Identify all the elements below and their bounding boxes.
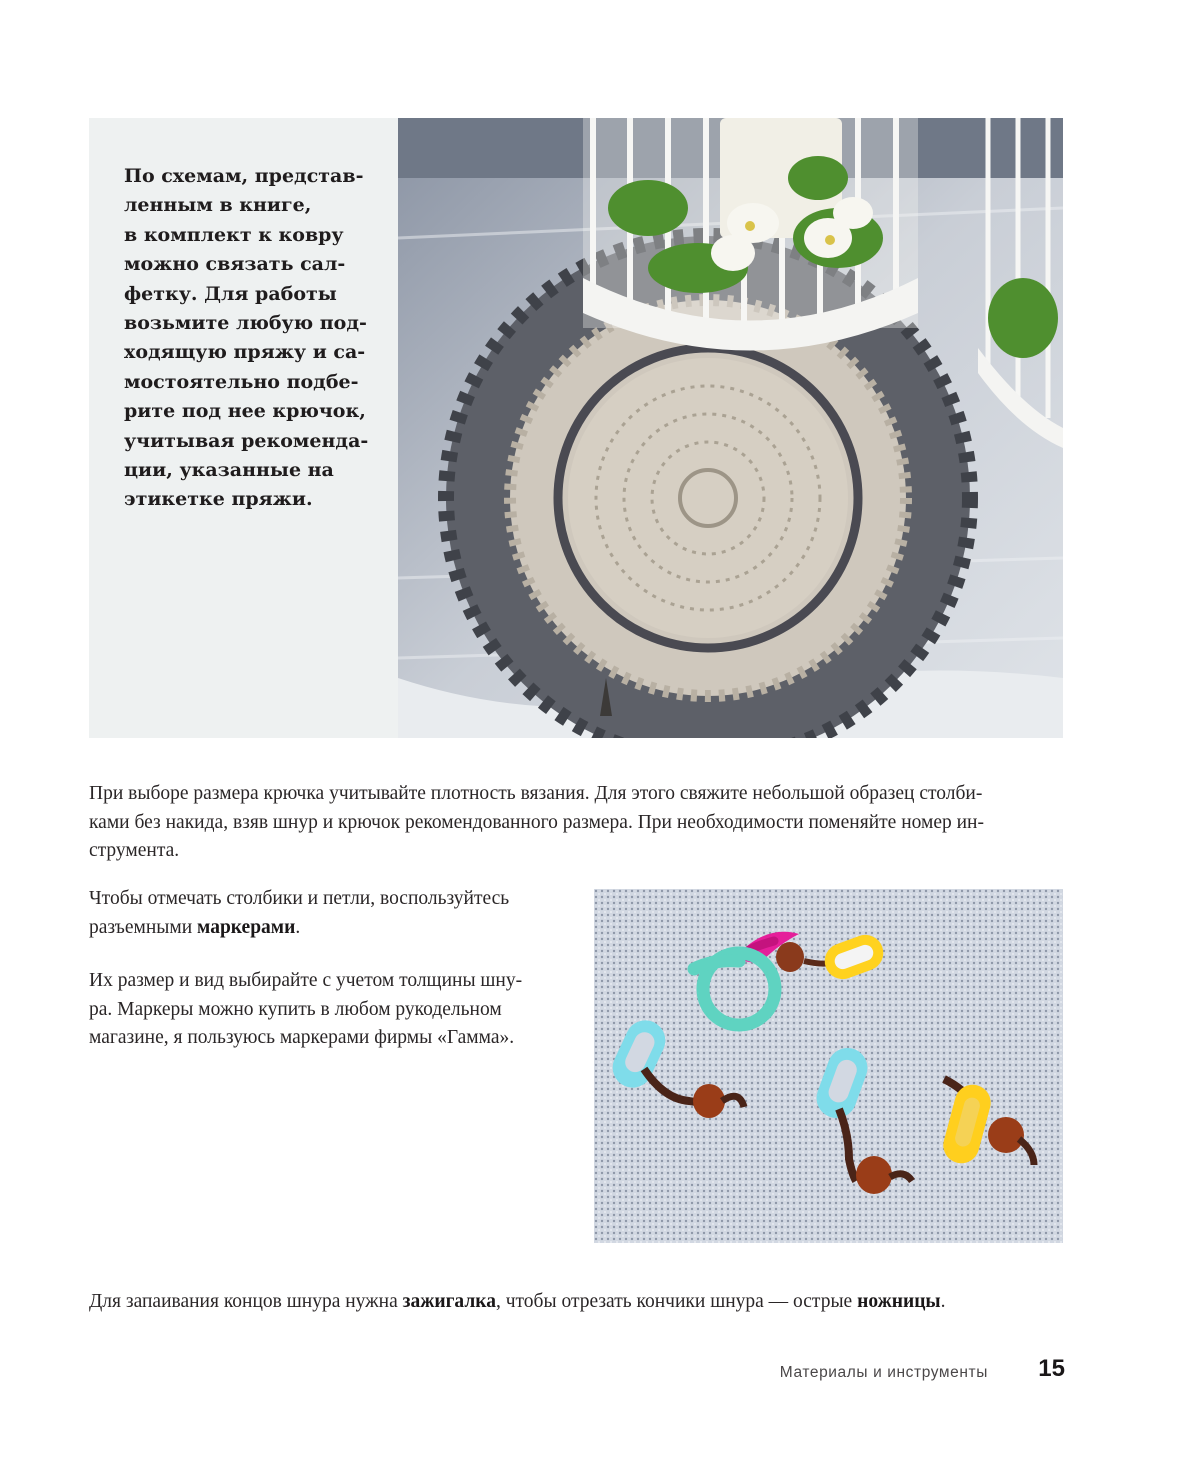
callout-line: фетку. Для работы	[124, 282, 337, 305]
callout-line: учитывая рекоменда-	[124, 429, 369, 452]
paragraph-line: Их размер и вид выбирайте с учетом толщины шну-	[89, 970, 523, 991]
callout-line: ленным в книге,	[124, 194, 312, 217]
paragraph-text: .	[940, 1291, 946, 1312]
page-number: 15	[1038, 1355, 1065, 1382]
callout-line: этикетке пряжи.	[124, 488, 313, 511]
callout-line: возьмите любую под-	[124, 312, 367, 335]
paragraph-line: Чтобы отмечать столбики и петли, воспользуйтесь	[89, 888, 510, 909]
footer-section-title: Материалы и инструменты	[779, 1364, 988, 1381]
callout-line: По схемам, представ-	[124, 165, 364, 187]
paragraph-text: разъемными	[89, 916, 198, 938]
paragraph-line: При выборе размера крючка учитывайте плотность вязания. Для этого свяжите небольшой образец столби-	[89, 783, 983, 804]
paragraph-line: струмента.	[89, 840, 180, 861]
hook-density-paragraph	[89, 780, 1064, 866]
lighter-scissors-paragraph	[89, 1288, 1064, 1317]
callout-line: можно связать сал-	[124, 253, 346, 276]
paragraph-line: ками без накида, взяв шнур и крючок рекомендованного размера. При необходимости поменяйте номер ин-	[89, 811, 984, 833]
scissors-term: ножницы	[857, 1291, 941, 1312]
callout-text	[124, 162, 374, 515]
markers-intro-paragraph	[89, 885, 549, 942]
markers-detail-paragraph	[89, 967, 549, 1053]
paragraph-text: .	[295, 916, 301, 938]
paragraph-line: магазине, я пользуюсь маркерами фирмы «Гамма».	[89, 1027, 515, 1048]
stitch-markers-photo	[594, 889, 1063, 1243]
paragraph-line: ра. Маркеры можно купить в любом рукодельном	[89, 998, 502, 1020]
callout-line: ходящую пряжу и са-	[124, 341, 366, 364]
callout-line: рите под нее крючок,	[124, 400, 366, 423]
lighter-term: зажигалка	[402, 1291, 496, 1312]
paragraph-text: Для запаивания концов шнура нужна	[89, 1291, 403, 1312]
callout-line: мостоятельно подбе-	[124, 370, 359, 393]
markers-term: маркерами	[197, 916, 296, 938]
doily-photo	[398, 118, 1063, 738]
callout-line: в комплект к ковру	[124, 223, 344, 246]
callout-line: ции, указанные на	[124, 459, 334, 482]
paragraph-text: , чтобы отрезать кончики шнура — острые	[495, 1291, 858, 1312]
